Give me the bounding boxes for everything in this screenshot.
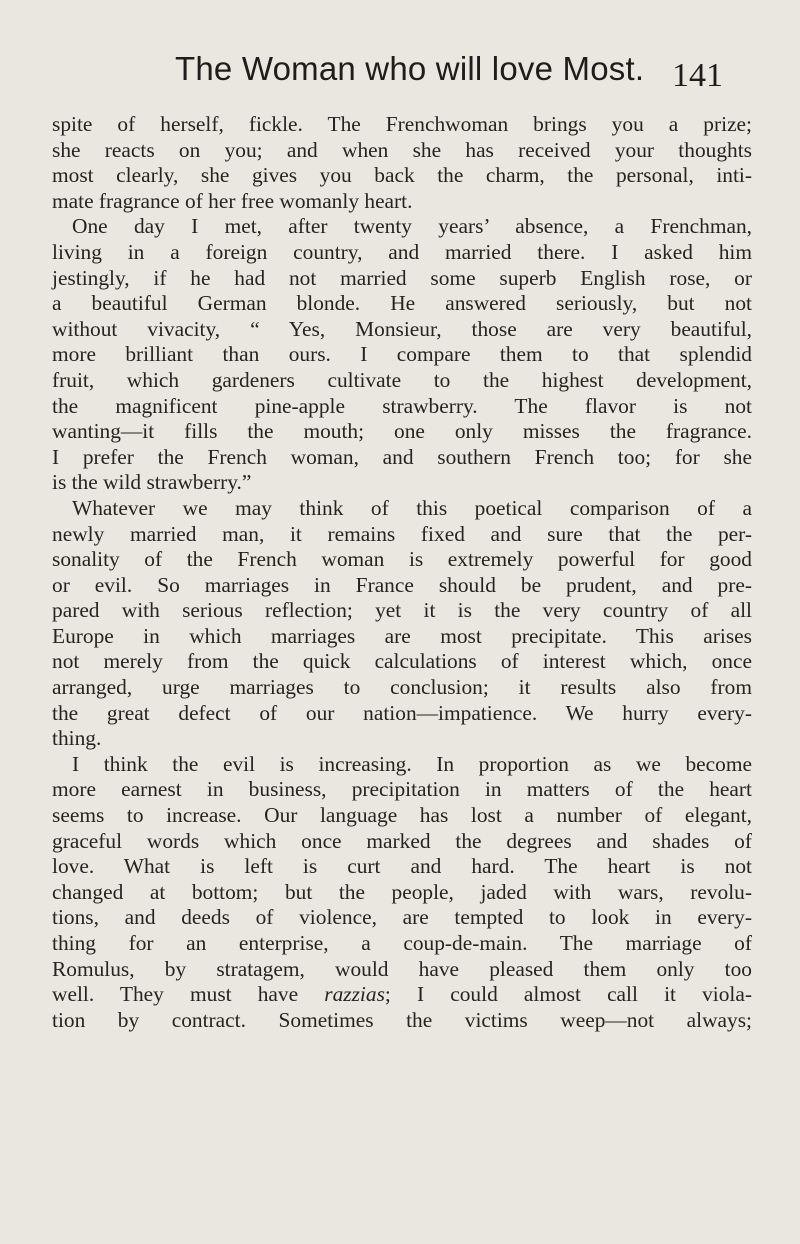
text-line: changed at bottom; but the people, jaded with wars, revolu-: [52, 879, 752, 904]
text-line: I prefer the French woman, and southern French too; for she: [52, 444, 752, 469]
text-line: well. They must have razzias; I could almost call it viola-: [52, 982, 752, 1007]
page-header: [0, 50, 800, 100]
text-line: tion by contract. Sometimes the victims weep—not always;: [52, 1007, 752, 1032]
page-number: 141: [672, 57, 723, 94]
text-line: jestingly, if he had not married some superb English rose, or: [52, 265, 752, 290]
text-line: graceful words which once marked the degrees and shades of: [52, 828, 752, 853]
text-line: thing.: [52, 726, 102, 751]
text-line: tions, and deeds of violence, are tempted to look in every-: [52, 905, 752, 930]
text-line: most clearly, she gives you back the charm, the personal, inti-: [52, 163, 752, 188]
text-line: Europe in which marriages are most precipitate. This arises: [52, 623, 752, 648]
text-line: arranged, urge marriages to conclusion; it results also from: [52, 675, 752, 700]
body-text: [52, 112, 752, 1033]
text-line: a beautiful German blonde. He answered seriously, but not: [52, 291, 752, 316]
text-line: or evil. So marriages in France should be prudent, and pre-: [52, 572, 752, 597]
text-line: One day I met, after twenty years’ absence, a Frenchman,: [72, 214, 752, 239]
text-line: the great defect of our nation—impatience. We hurry every-: [52, 700, 752, 725]
text-line: fruit, which gardeners cultivate to the highest development,: [52, 367, 752, 392]
text-line: more brilliant than ours. I compare them to that splendid: [52, 342, 752, 367]
text-line: living in a foreign country, and married there. I asked him: [52, 239, 752, 264]
text-line: she reacts on you; and when she has received your thoughts: [52, 137, 752, 162]
text-line: the magnificent pine-apple strawberry. The flavor is not: [52, 393, 752, 418]
text-line: seems to increase. Our language has lost a number of elegant,: [52, 803, 752, 828]
text-line: not merely from the quick calculations of interest which, once: [52, 649, 752, 674]
running-title: The Woman who will love Most.: [175, 50, 645, 87]
text-line: wanting—it fills the mouth; one only misses the fragrance.: [52, 419, 752, 444]
text-line: more earnest in business, precipitation in matters of the heart: [52, 777, 752, 802]
text-line: love. What is left is curt and hard. The heart is not: [52, 854, 752, 879]
text-line: Whatever we may think of this poetical comparison of a: [72, 495, 752, 520]
text-line: spite of herself, fickle. The Frenchwoman brings you a prize;: [52, 112, 752, 136]
text-line: I think the evil is increasing. In proportion as we become: [72, 751, 752, 776]
text-line: is the wild strawberry.”: [52, 470, 252, 495]
text-line: without vivacity, “ Yes, Monsieur, those are very beautiful,: [52, 316, 752, 341]
text-line: newly married man, it remains fixed and sure that the per-: [52, 521, 752, 546]
text-line: pared with serious reflection; yet it is the very country of all: [52, 598, 752, 623]
text-line: sonality of the French woman is extremely powerful for good: [52, 547, 752, 572]
text-line: thing for an enterprise, a coup-de-main. The marriage of: [52, 931, 752, 955]
text-line: mate fragrance of her free womanly heart.: [52, 188, 413, 213]
text-line: Romulus, by stratagem, would have pleased them only too: [52, 956, 752, 981]
